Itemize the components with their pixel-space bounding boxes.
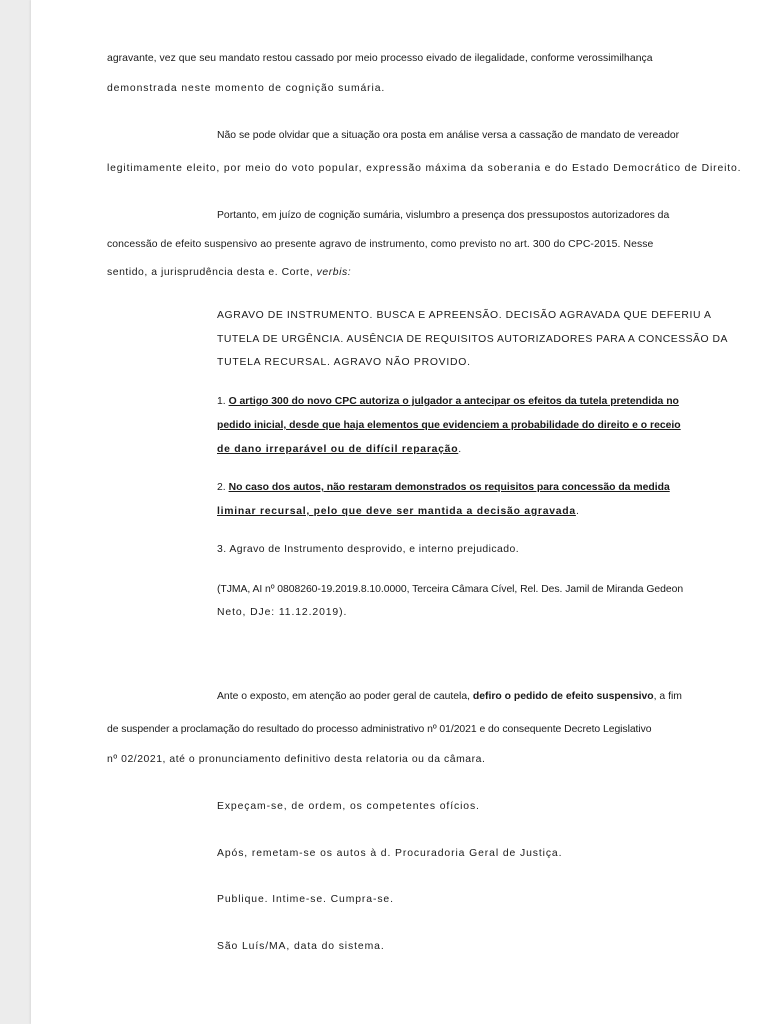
ementa-item-1-line-1 bbox=[217, 395, 679, 409]
paragraph-3-line-2: concessão de efeito suspensivo ao presente agravo de instrumento, como previsto no art. 300 do CPC-2015. Nesse bbox=[107, 239, 654, 250]
paragraph-1-line-1: agravante, vez que seu mandato restou cassado por meio processo eivado de ilegalidade, conforme verossimilhança bbox=[107, 53, 653, 64]
item-2-end: . bbox=[575, 506, 579, 517]
ementa-item-2-line-2 bbox=[217, 505, 579, 519]
document-page bbox=[31, 0, 770, 1024]
paragraph-2-line-2: legitimamente eleito, por meio do voto popular, expressão máxima da soberania e do Estado Democrático de Direito. bbox=[107, 163, 742, 174]
item-2-text-1: No caso dos autos, não restaram demonstrados os requisitos para concessão da medida bbox=[228, 482, 670, 493]
ementa-item-2-line-1 bbox=[217, 481, 670, 495]
ementa-line-3: TUTELA RECURSAL. AGRAVO NÃO PROVIDO. bbox=[217, 357, 471, 368]
closing-line-3: Publique. Intime-se. Cumpra-se. bbox=[217, 894, 394, 905]
paragraph-4-line-1 bbox=[217, 690, 682, 704]
paragraph-3-line-3-text: sentido, a jurisprudência desta e. Corte, bbox=[107, 267, 317, 278]
ementa-item-1-line-3 bbox=[217, 443, 461, 457]
item-1-text-1: O artigo 300 do novo CPC autoriza o julgador a antecipar os efeitos da tutela pretendida no bbox=[228, 396, 679, 407]
paragraph-4-bold: defiro o pedido de efeito suspensivo bbox=[472, 691, 654, 702]
ementa-line-1: AGRAVO DE INSTRUMENTO. BUSCA E APREENSÃO. DECISÃO AGRAVADA QUE DEFERIU A bbox=[217, 310, 712, 321]
paragraph-2-line-1: Não se pode olvidar que a situação ora posta em análise versa a cassação de mandato de vereador bbox=[217, 130, 680, 141]
closing-line-4: São Luís/MA, data do sistema. bbox=[217, 941, 385, 952]
paragraph-4-text-c: , a fim bbox=[653, 691, 682, 702]
item-1-number: 1. bbox=[217, 396, 229, 407]
closing-line-2: Após, remetam-se os autos à d. Procuradoria Geral de Justiça. bbox=[217, 848, 563, 859]
citation-line-2: Neto, DJe: 11.12.2019). bbox=[217, 607, 348, 618]
citation-line-1: (TJMA, AI nº 0808260-19.2019.8.10.0000, Terceira Câmara Cível, Rel. Des. Jamil de Miranda Gedeon bbox=[217, 584, 684, 595]
paragraph-4-line-2: de suspender a proclamação do resultado do processo administrativo nº 01/2021 e do consequente Decreto Legislativo bbox=[107, 724, 652, 735]
verbis-italic: verbis: bbox=[316, 267, 352, 278]
item-2-text-2: liminar recursal, pelo que deve ser mantida a decisão agravada bbox=[217, 506, 576, 517]
ementa-line-2: TUTELA DE URGÊNCIA. AUSÊNCIA DE REQUISITOS AUTORIZADORES PARA A CONCESSÃO DA bbox=[217, 334, 728, 345]
item-1-end: . bbox=[458, 444, 462, 455]
paragraph-4-line-3: nº 02/2021, até o pronunciamento definitivo desta relatoria ou da câmara. bbox=[107, 754, 486, 765]
ementa-item-3: 3. Agravo de Instrumento desprovido, e interno prejudicado. bbox=[217, 544, 520, 555]
closing-line-1: Expeçam-se, de ordem, os competentes ofícios. bbox=[217, 801, 480, 812]
item-2-number: 2. bbox=[217, 482, 229, 493]
ementa-item-1-line-2: pedido inicial, desde que haja elementos que evidenciem a probabilidade do direito e o receio bbox=[217, 420, 681, 431]
paragraph-1-line-2: demonstrada neste momento de cognição sumária. bbox=[107, 83, 386, 94]
item-1-text-3: de dano irreparável ou de difícil reparação bbox=[217, 444, 459, 455]
paragraph-3-line-3 bbox=[107, 266, 351, 280]
paragraph-4-text-a: Ante o exposto, em atenção ao poder geral de cautela, bbox=[217, 691, 473, 702]
paragraph-3-line-1: Portanto, em juízo de cognição sumária, vislumbro a presença dos pressupostos autorizadores da bbox=[217, 210, 670, 221]
